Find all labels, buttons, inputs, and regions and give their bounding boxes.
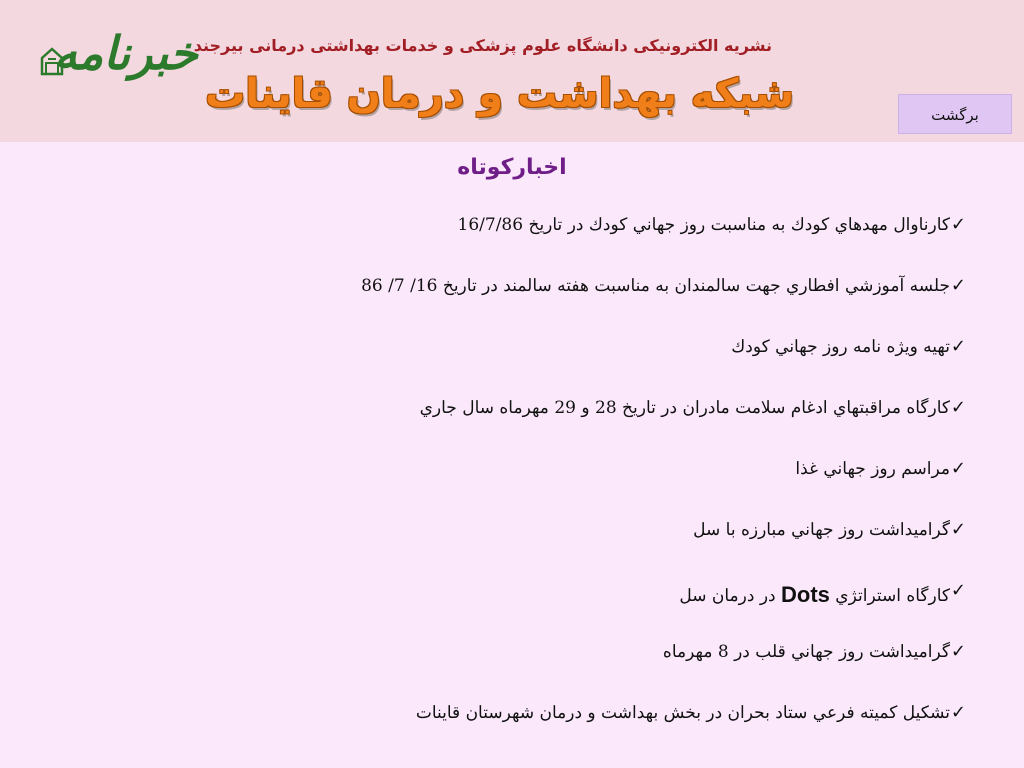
news-item-text: كارگاه مراقبتهاي ادغام سلامت مادران در تاريخ 28 و 29 مهرماه سال جاري — [419, 398, 950, 418]
news-list — [206, 215, 966, 764]
logo-text: خبرنامه — [54, 26, 198, 80]
check-icon: ✓ — [950, 397, 966, 418]
short-news-title: اخبارکوتاه — [457, 155, 567, 180]
news-item-text: گراميداشت روز جهاني قلب در 8 مهرماه — [662, 642, 950, 662]
news-item-elderly-session — [206, 276, 966, 337]
news-item-text: مراسم روز جهاني غذا — [795, 459, 950, 479]
news-item-text: گراميداشت روز جهاني مبارزه با سل — [693, 520, 950, 540]
news-item-heart-day — [206, 642, 966, 703]
news-item-text-prefix: كارگاه استراتژي — [829, 586, 950, 606]
news-item-text: تشكيل كميته فرعي ستاد بحران در بخش بهداشت و درمان شهرستان قاينات — [415, 703, 950, 723]
header — [0, 0, 1024, 142]
newsletter-subtitle: نشریه الکترونیکی دانشگاه علوم پزشکی و خدمات بهداشتی درمانی بیرجند — [193, 36, 772, 55]
news-item-food-day — [206, 459, 966, 520]
news-item-dots-workshop — [206, 581, 966, 642]
news-item-text: جلسه آموزشي افطاري جهت سالمندان به مناسبت هفته سالمند در تاريخ 16/ 7/ 86 — [361, 276, 950, 296]
newsletter-logo — [34, 26, 198, 120]
news-item-crisis-committee — [206, 703, 966, 764]
news-item-children-carnival — [206, 215, 966, 276]
check-icon: ✓ — [950, 275, 966, 296]
check-icon: ✓ — [950, 336, 966, 357]
check-icon: ✓ — [950, 641, 966, 662]
check-icon: ✓ — [950, 580, 966, 601]
news-item-text-suffix: در درمان سل — [679, 586, 782, 606]
check-icon: ✓ — [950, 214, 966, 235]
dots-strategy-label: Dots — [781, 582, 830, 607]
news-item-tb-day — [206, 520, 966, 581]
news-item-text: کارناوال مهدهاي كودك به مناسبت روز جهاني كودك در تاريخ 16/7/86 — [457, 215, 950, 235]
news-item-text — [679, 581, 950, 609]
back-button[interactable]: برگشت — [898, 94, 1012, 134]
check-icon: ✓ — [950, 702, 966, 723]
news-item-child-day-special — [206, 337, 966, 398]
news-item-maternal-workshop — [206, 398, 966, 459]
news-item-text: تهيه ويژه نامه روز جهاني كودك — [731, 337, 950, 357]
check-icon: ✓ — [950, 458, 966, 479]
page-title: شبکه بهداشت و درمان قاینات — [205, 71, 794, 117]
check-icon: ✓ — [950, 519, 966, 540]
